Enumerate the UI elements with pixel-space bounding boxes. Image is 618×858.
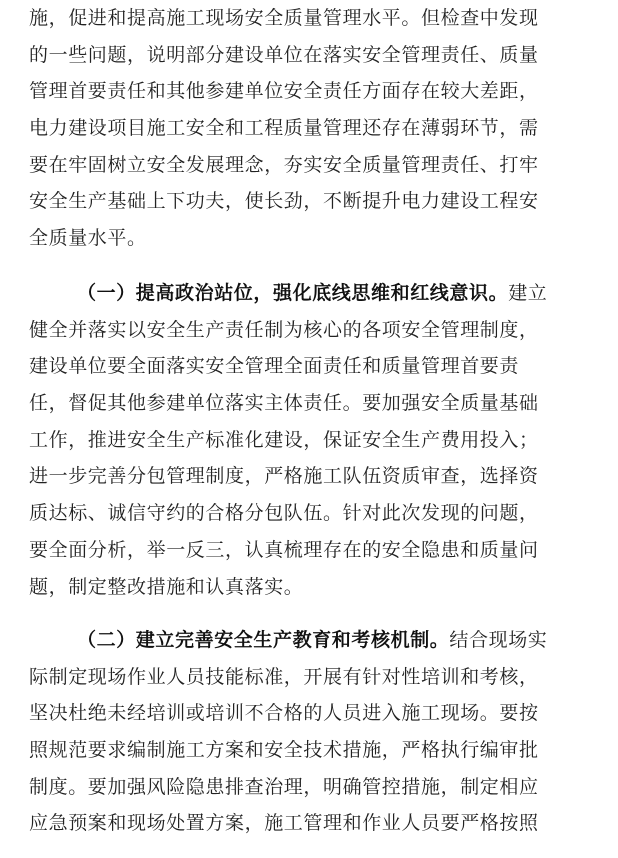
text-line: 的一些问题，说明部分建设单位在落实安全管理责任、质量 <box>29 43 539 66</box>
text-line: 应急预案和现场处置方案，施工管理和作业人员要严格按照 <box>29 812 539 835</box>
text-line: 全质量水平。 <box>29 227 147 250</box>
text-line: 安全生产基础上下功夫，使长劲，不断提升电力建设工程安 <box>29 190 539 213</box>
text-line: 施，促进和提高施工现场安全质量管理水平。但检查中发现 <box>29 7 539 29</box>
section-1-heading: （一）提高政治站位，强化底线思维和红线意识。 <box>77 282 509 304</box>
text-line: 建设单位要全面落实安全管理全面责任和质量管理首要责 <box>29 355 520 378</box>
section-2-first-line <box>29 622 589 659</box>
text-line: 际制定现场作业人员技能标准，开展有针对性培训和考核， <box>29 665 539 688</box>
paragraph-intro <box>29 0 589 257</box>
text-line: 题，制定整改措施和认真落实。 <box>29 575 304 598</box>
section-1-first-line <box>29 275 589 312</box>
text-line: 照规范要求编制施工方案和安全技术措施，严格执行编审批 <box>29 739 539 762</box>
text-line: 工作，推进安全生产标准化建设，保证安全生产费用投入； <box>29 428 539 451</box>
text-line: 坚决杜绝未经培训或培训不合格的人员进入施工现场。要按 <box>29 702 539 725</box>
section-2-first-line-rest: 结合现场实 <box>449 629 548 651</box>
text-line: 要全面分析，举一反三，认真梳理存在的安全隐患和质量问 <box>29 538 539 561</box>
text-line: 要在牢固树立安全发展理念，夯实安全质量管理责任、打牢 <box>29 153 539 176</box>
text-line: 健全并落实以安全生产责任制为核心的各项安全管理制度， <box>29 318 539 341</box>
section-2 <box>29 622 589 842</box>
text-line: 管理首要责任和其他参建单位安全责任方面存在较大差距， <box>29 80 539 103</box>
section-1 <box>29 275 589 605</box>
text-line: 任，督促其他参建单位落实主体责任。要加强安全质量基础 <box>29 392 539 415</box>
text-line: 制度。要加强风险隐患排查治理，明确管控措施，制定相应 <box>29 775 539 798</box>
section-2-heading: （二）建立完善安全生产教育和考核机制。 <box>77 629 450 651</box>
text-line: 质达标、诚信守约的合格分包队伍。针对此次发现的问题， <box>29 502 539 525</box>
section-1-first-line-rest: 建立 <box>508 282 548 304</box>
text-line: 电力建设项目施工安全和工程质量管理还存在薄弱环节，需 <box>29 117 539 140</box>
text-line: 进一步完善分包管理制度，严格施工队伍资质审查，选择资 <box>29 465 539 488</box>
